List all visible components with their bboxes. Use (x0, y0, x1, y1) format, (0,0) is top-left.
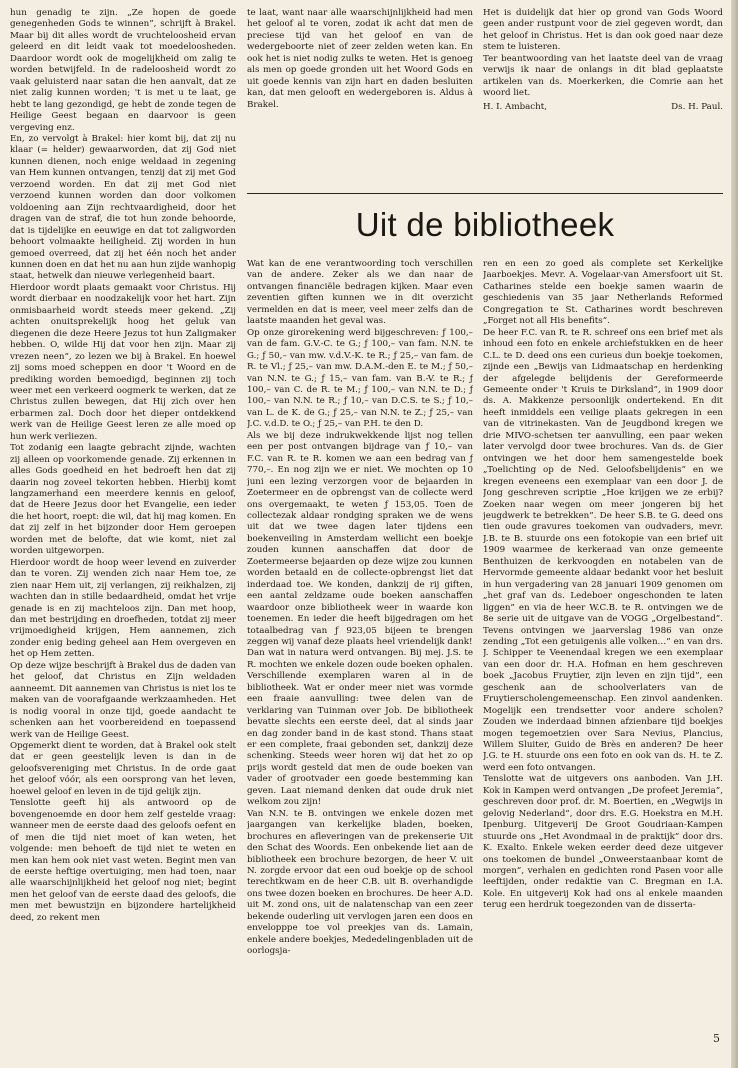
signature-place: H. I. Ambacht, (483, 101, 548, 112)
paragraph: Op deze wijze beschrijft à Brakel dus de daden van het geloof, dat Christus en Zijn weldaden aanneemt. Dit aannemen van Christus is niet los te maken van de voorafgaande werkzaamheden. Het is nodig vooral in onze tijd, goede aandacht te schenken aan het voorbereidend en toepassend werk van de Heilige Geest. (10, 660, 236, 740)
paragraph: Van N.N. te B. ontvingen we enkele dozen met jaargangen van kerkelijke bladen, boeken, brochures en afleveringen van de prekenserie Uit den Schat des Woords. Een onbekende liet aan de bibliotheek een brochure bezorgen, de heer V. uit N. zorgde ervoor dat een oud boekje op de school terechtkwam en de heer C.B. uit B. overhandigde ons twee dozen boeken en brochures. De heer A.D. uit M. zond ons, uit de nalatenschap van een zeer bekende ouderling uit vervlogen jaren een doos en envelopppe toe vol preekjes van ds. Lamain, enkele andere boekjes, Mededelingenbladen uit de oorlogsja- (247, 808, 473, 957)
paragraph: hun genadig te zijn. „Ze hopen de goede genegenheden Gods te winnen”, schrijft à Brakel. Maar bij dit alles wordt de vruchteloosheid ervan geleerd en dit leidt vaak tot moedeloosheden. Daardoor wordt ook de mogelijkheid om zalig te worden betwijfeld. In de radeloosheid wordt zo vaak geluisterd naar satan die hen aanvalt, dat ze niet zalig kunnen worden; 't is met u te laat, ge hebt te lang gezondigd, ge hebt de zonde tegen de Heilige Geest begaan en daarvoor is geen vergeving enz. (10, 8, 236, 133)
section-title: Uit de bibliotheek (355, 206, 615, 243)
paragraph: Hierdoor wordt de hoop weer levend en zuiverder dan te voren. Zij wenden zich naar Hem toe, ze zien naar Hem uit, zij verlangen, zij reikhalzen, zij wachten dan in stille bedaardheid, omdat het vrije genade is en zij machteloos zijn. Dan met hoop, dan met bestrijding en droefheden, totdat zij meer vrijmoedigheid krijgen, Hem aannemen, zich zonder enig beding geheel aan Hem overgeven en het op Hem zetten. (10, 557, 236, 660)
paragraph: Wat kan de ene verantwoording toch verschillen van de andere. Zeker als we dan naar de ontvangen financiële bedragen kijken. Maar even zeventien giften kunnen we in dit overzicht vermelden en dat is meer, veel meer zelfs dan de laatste maanden het geval was. (247, 259, 473, 327)
paragraph: De heer F.C. van R. te R. schreef ons een brief met als inhoud een foto en enkele archiefstukken en de heer C.L. te D. deed ons een curieus dun boekje toekomen, zijnde een „Bewijs van Lidmaatschap en herdenking der afgelegde belijdenis der Gereformeerde Gemeente onder 't Kruis te Dirksland”, in 1909 door ds. A. Makkenze persoonlijk ondertekend. En dit heeft inmiddels een veilige plaats gekregen in een van de vitrinekasten. Van de Jeugdbond kregen we drie MIVO-schetsen ter aanvulling, een paar weken later vervolgd door twee brochures. Van ds. de Gier ontvingen we het door hem samengestelde boek „Toelichting op de Ned. Geloofsbelijdenis” en we kregen eveneens een exemplaar van een door J. de Jong geschreven scriptie „Hoe krijgen we ze erbij? Zoeken naar wegen om meer jongeren bij het jeugdwerk te betrekken”. De heer S.B. te G. deed ons tien oude gravures toekomen van oudvaders, mevr. J.B. te B. stuurde ons een fotokopie van een brief uit 1909 waarmee de kerkeraad van onze gemeente Benthuizen de kerkvoogden en notabelen van de Hervormde gemeente aldaar bedankt voor het besluit in hun vergadering van 28 januari 1909 genomen om „het graf van ds. Ledeboer ongeschonden te laten liggen” en via de heer W.C.B. te R. ontvingen we de 8e serie uit de uitgave van de VOGG „Orgelbestand”. Tevens ontvingen we jaarverslag 1986 van onze zending „Tot een getuigenis alle volken…” en van drs. J. Schipper te Veenendaal kregen we een exemplaar van een door dr. H.A. Hofman en hem geschreven boek „Jacobus Fruytier, zijn leven en zijn tijd”, een geschenk aan de schoolverlaters van de Fruytierscholengemeenschap. Een zinvol aandenken. Mogelijk een trendsetter voor andere scholen? Zouden we inderdaad binnen afzienbare tijd boekjes mogen tegemoetzien over Sara Nevius, Plancius, Willem Sluiter, Guido de Brès en anderen? De heer J.G. te H. stuurde ons een foto en ook van ds. H. te Z. werd een foto ontvangen. (483, 327, 723, 773)
signature (483, 102, 723, 113)
paragraph: En, zo vervolgt à Brakel: hier komt bij, dat zij nu klaar (= helder) gewaarworden, dat zij God niet kunnen dienen, noch enige weldaad in zegening van Hem kunnen ontvangen, tenzij dat zij met God verzoend worden. En dat zij met God niet verzoend kunnen worden dan door volkomen voldoening aan Zijn rechtvaardigheid, door het dragen van de straf, die tot hun zonde behoorde, dat is tijdelijke en eeuwige en dat tot zaligworden behoort volmaakte heiligheid. Zij worden in hun gemoed overreed, dat zij het één noch het ander kunnen doen en dat het nu aan hun zijde wanhopig staat, hetwelk dan nieuwe verlegenheid baart. (10, 133, 236, 282)
page-number: 5 (713, 1032, 720, 1045)
article-column-middle-top (247, 8, 473, 184)
paragraph: Opgemerkt dient te worden, dat à Brakel ook stelt dat er geen geestelijk leven is dan in de geloofsvereniging met Christus. In de orde gaat het geloof vóór, als een oorsprong van het leven, hoewel geloof en leven in de tijd gelijk zijn. (10, 741, 236, 797)
paragraph: Hierdoor wordt plaats gemaakt voor Christus. Hij wordt dierbaar en noodzakelijk voor het hart. Zijn onmisbaarheid wordt steeds meer gekend. „Zij achten onuitsprekelijk hoog het geluk van diegenen die deze Heere Jezus tot hun Zaligmaker hebben. O, wilde Hij dat voor hen zijn. Maar zij vrezen neen”, zo lezen we bij à Brakel. En hoewel zij soms moed scheppen en door 't Woord en de prediking worden bemoedigd, beginnen zij toch weer met een verkeerd oogmerk te werken, dat ze Christus zullen bewegen, dat Hij zich over hen erbarmen zal. Doch door het dieper ontdekkend werk van de Heilige Geest leren ze alle moed op hun werk verliezen. (10, 282, 236, 442)
page-edge-shadow (731, 0, 738, 1068)
article-column-left (10, 8, 236, 1048)
paragraph: Het is duidelijk dat hier op grond van Gods Woord geen ander rustpunt voor de ziel gegeven wordt, dan het geloof in Christus. Het is dan ook goed naar deze stem te luisteren. (483, 8, 723, 53)
paragraph: te laat, want naar alle waarschijnlijkheid had men het geloof al te voren, zodat ik acht dat men de preciese tijd van het geloof en van de wedergeboorte niet of zeer zelden weten kan. En ook het is niet nodig zulks te weten. Het is genoeg als men op goede gronden uit het Woord Gods en uit goede kennis van zijn hart en daden besluiten kan, dat men gelooft en wedergeboren is. Aldus à Brakel. (247, 8, 473, 110)
paragraph: Tot zodanig een laagte gebracht zijnde, wachten zij alleen op voorkomende genade. Zij erkennen in alles Gods goedheid en het bedroeft hen dat zij daarin nog zoveel tekorten hebben. Hierbij komt langzamerhand een meerdere kennis en geloof, dat de Heere Jezus door het Evangelie, een ieder die het hoort, roept: die wil, dat hij mag komen. En dat zij zelf in het bijzonder door Hem geroepen worden met de belofte, dat wie komt, niet zal worden uitgeworpen. (10, 443, 236, 557)
paragraph: ren en een zo goed als complete set Kerkelijke Jaarboekjes. Mevr. A. Vogelaar-van Amersfoort uit St. Catharines stelde een boekje samen waarin de geschiedenis van 35 jaar Netherlands Reformed Congregation te St. Catharines wordt beschreven „Forget not all His benefits”. (483, 259, 723, 327)
paragraph: Ter beantwoording van het laatste deel van de vraag verwijs ik naar de onlangs in dit blad geplaatste artikelen van ds. Moerkerken, die Comrie aan het woord liet. (483, 53, 723, 99)
paragraph: Tenslotte wat de uitgevers ons aanboden. Van J.H. Kok in Kampen werd ontvangen „De profeet Jeremia”, geschreven door prof. dr. M. Boertien, en „Wegwijs in gelovig Nederland”, door drs. E.G. Hoekstra en M.H. Ipenburg. Uitgeverij De Groot Goudriaan-Kampen stuurde ons „Het Avondmaal in de praktijk” door drs. K. Exalto. Enkele weken eerder deed deze uitgever ons toekomen de bundel „Onweerstaanbaar komt de morgen”, verhalen en gedichten rond Pasen voor alle leeftijden, onder redaktie van C. Bregman en I.A. Kole. En uitgeverij Kok had ons al enkele maanden terug een herdruk toegezonden van de disserta- (483, 774, 723, 911)
paragraph: Als we bij deze indrukwekkende lijst nog tellen een per post ontvangen bijdrage van ƒ 10,– van F.C. van R. te R. komen we aan een bedrag van ƒ 770,–. En nog zijn we er niet. We mochten op 10 juni een lezing verzorgen voor de bejaarden in Zoetermeer en de opbrengst van de collecte werd ons overgemaakt, te weten ƒ 153,05. Toen de collectezak aldaar rondging spraken we de wens uit dat we twee dagen later tijdens een boekenveiling in Amsterdam wellicht een boekje zouden kunnen aanschaffen dat door de Zoetermeerse bejaarden op deze wijze zou kunnen worden betaald en de collecte-opbrengst liet dat inderdaad toe. We konden, dankzij de rij giften, een aantal zeldzame oude boeken aanschaffen waardoor onze bibliotheek weer in waarde kon toenemen. En ieder die heeft bijgedragen om het totaalbedrag van ƒ 923,05 bijeen te brengen zeggen wij vanaf deze plaats heel vriendelijk dank! (247, 430, 473, 647)
paragraph: Dan wat in natura werd ontvangen. Bij mej. J.S. te R. mochten we enkele dozen oude boeken ophalen. Verschillende exemplaren waren al in de bibliotheek. Wat er onder meer niet was vormde een fraaie aanvulling: twee delen van de verklaring van Tuinman over Job. De bibliotheek bevatte slechts een eerste deel, dat al sinds jaar en dag zonder band in de kast stond. Thans staat er een complete, fraai gebonden set, dankzij deze schenking. Steeds weer horen wij dat het zo op prijs wordt gesteld dat men de oude boeken van vader of grootvader een goede bestemming kan geven. Laat niemand denken dat oude druk niet welkom zou zijn! (247, 648, 473, 808)
article-column-right-top (483, 8, 723, 180)
paragraph: Op onze girorekening werd bijgeschreven: ƒ 100,– van de fam. G.V.-C. te G.; ƒ 100,– van fam. N.N. te G.; ƒ 50,– van mw. v.d.V.-K. te R.; ƒ 25,– van fam. de R. te Vl.; ƒ 25,– van mw. D.A.M.-den E. te M.; ƒ 50,– van N.N. te G.; ƒ 15,– van fam. van B.-V. te R.; ƒ 100,– van C. de R. te M.; ƒ 100,– van N.N. te D.; ƒ 100,– van N.N. te R.; ƒ 10,– van D.C.S. te S.; ƒ 10,– van L. de K. de G.; ƒ 25,– van N.N. te Z.; ƒ 25,– van J.C. v.d.D. te O.; ƒ 25,– van P.H. te den D. (247, 327, 473, 430)
section-divider (247, 193, 723, 194)
library-column-right (483, 259, 723, 1029)
signature-author: Ds. H. Paul. (671, 101, 723, 112)
library-column-middle (247, 259, 473, 1029)
paragraph: Tenslotte geeft hij als antwoord op de bovengenoemde en door hem zelf gestelde vraag: wanneer men de eerste daad des geloofs oefent en of men die tijd niet moet of kan weten, het volgende: men behoeft de tijd niet te weten en men kan hem ook niet vast weten. Begint men van de eerste heftige overtuiging, men had toen, naar alle waarschijnlijkheid het geloof nog niet; begint men het geloof van de eerste daad des geloofs, die men met bewustzijn en bijzondere hartelijkheid deed, zo rekent men (10, 798, 236, 923)
